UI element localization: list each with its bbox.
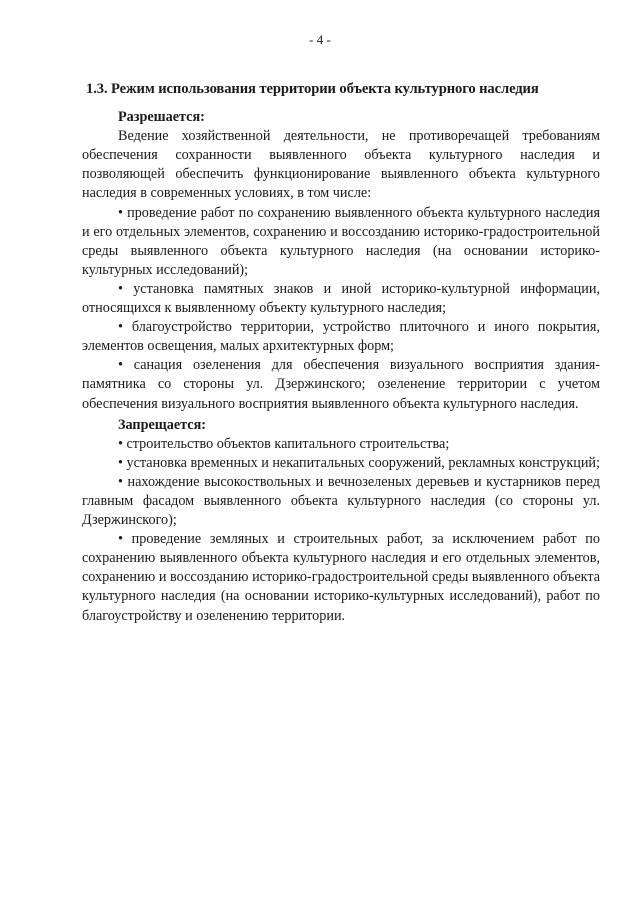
list-item: • санация озеленения для обеспечения визуального восприятия здания-памятника со стороны ул. Дзержинского; озеленение территории с учетом обеспечения визуального восприятия выявленного объекта культурного наследия. <box>82 357 600 412</box>
list-item: • благоустройство территории, устройство плиточного и иного покрытия, элементов освещения, малых архитектурных форм; <box>82 319 600 355</box>
list-item: • строительство объектов капитального строительства; <box>118 435 450 452</box>
allowed-heading: Разрешается: <box>118 109 205 126</box>
list-item: • установка памятных знаков и иной историко-культурной информации, относящихся к выявленному объекту культурного наследия; <box>82 280 600 317</box>
list-item: • установка временных и некапитальных сооружений, рекламных конструкций; <box>118 454 600 471</box>
prohibited-heading: Запрещается: <box>118 416 206 433</box>
allowed-intro: Ведение хозяйственной деятельности, не противоречащей требованиям обеспечения сохранности выявленного объекта культурного наследия и позволяющей обеспечить функционирование выявленного объекта культурного наследия в современных условиях, в том числе: <box>82 128 600 202</box>
prohibited-section <box>82 416 600 626</box>
allowed-section <box>82 108 600 414</box>
allowed-list <box>82 204 600 414</box>
prohibited-list <box>82 435 600 626</box>
section-title: 1.3. Режим использования территории объекта культурного наследия <box>86 81 539 97</box>
page-number: - 4 - <box>309 32 331 47</box>
list-item: • нахождение высокоствольных и вечнозеленых деревьев и кустарников перед главным фасадом выявленного объекта культурного наследия (со стороны ул. Дзержинского); <box>82 473 600 529</box>
list-item: • проведение земляных и строительных работ, за исключением работ по сохранению выявленного объекта культурного наследия и его отдельных элементов, сохранению и воссозданию историко-градостроительной среды выявленного объекта культурного наследия (на основании историко-культурных исследований), работ по благоустройству и озеленению территории. <box>82 531 600 624</box>
list-item: • проведение работ по сохранению выявленного объекта культурного наследия и его отдельных элементов, сохранению и воссозданию историко-градостроительной среды выявленного объекта культурного наследия (на основании историко-культурных исследований); <box>82 204 600 278</box>
document-body <box>82 80 600 626</box>
